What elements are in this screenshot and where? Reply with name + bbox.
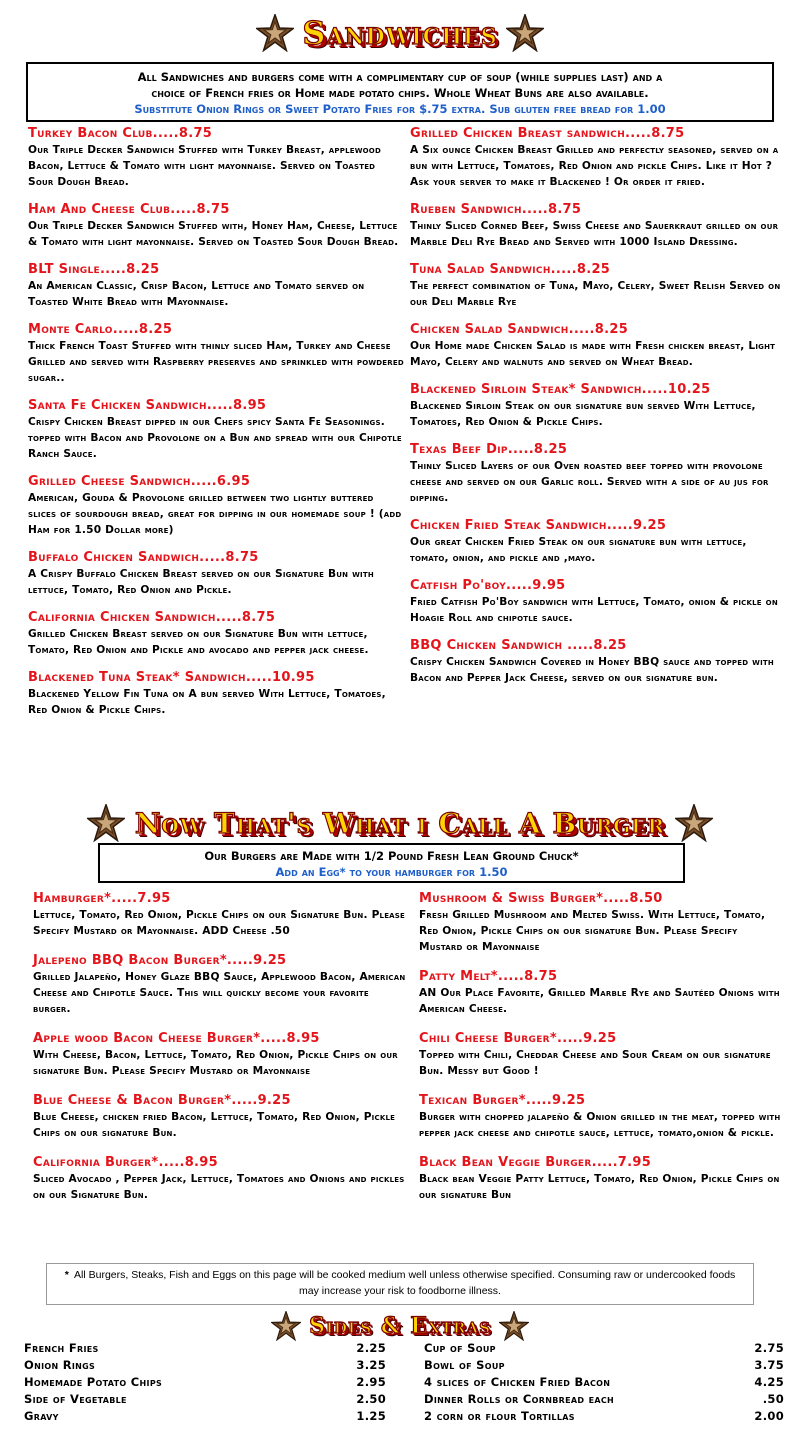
burger-item bbox=[33, 891, 407, 939]
sandwich-item-title: Chicken Fried Steak Sandwich.....9.25 bbox=[410, 518, 667, 533]
extra-item-name: Homemade Potato Chips bbox=[24, 1375, 163, 1389]
sandwich-item-title: BLT Single.....8.25 bbox=[28, 262, 160, 277]
sandwich-item-description: A Crispy Buffalo Chicken Breast served on our Signature Bun with lettuce, Tomato, Red Onion and Pickle. bbox=[28, 568, 374, 596]
extra-item-price: 2.25 bbox=[356, 1341, 386, 1355]
sandwich-item-title: Turkey Bacon Club.....8.75 bbox=[28, 126, 213, 141]
extra-item-price: .50 bbox=[762, 1392, 784, 1406]
extra-item-row bbox=[24, 1408, 386, 1425]
sandwich-item bbox=[28, 610, 404, 658]
burger-item-description: Fresh Grilled Mushroom and Melted Swiss. With Lettuce, Tomato, Red Onion, Pickle Chips on our signature Bun. Please Specify Mustard or Mayonnaise bbox=[419, 909, 766, 953]
burger-item bbox=[419, 1093, 783, 1141]
sandwich-item bbox=[28, 202, 404, 250]
burgers-section bbox=[0, 891, 800, 1261]
burger-item-description: AN Our Place Favorite, Grilled Marble Rye and Sautéed Onions with American Cheese. bbox=[419, 987, 780, 1015]
notice-line-2: Substitute Onion Rings or Sweet Potato Fries for $.75 extra. Sub gluten free bread for 1.00 bbox=[134, 102, 666, 116]
extra-item-price: 3.75 bbox=[754, 1358, 784, 1372]
extra-item-price: 2.95 bbox=[356, 1375, 386, 1389]
sandwich-item-title: Chicken Salad Sandwich.....8.25 bbox=[410, 322, 629, 337]
extra-item-row bbox=[424, 1357, 784, 1374]
sandwich-item bbox=[410, 202, 786, 250]
burger-item-description: Sliced Avocado , Pepper Jack, Lettuce, Tomatoes and Onions and pickles on our Signature Bun. bbox=[33, 1173, 405, 1201]
sandwich-item-description: Our great Chicken Fried Steak on our signature bun with lettuce, tomato, onion, and pickle and ,mayo. bbox=[410, 536, 747, 564]
sandwich-item bbox=[28, 550, 404, 598]
sandwich-item-description: Thick French Toast Stuffed with thinly sliced Ham, Turkey and Cheese Grilled and served with Raspberry preserves and sprinkled with powdered sugar.. bbox=[28, 340, 404, 384]
notice-line-1a: All Sandwiches and burgers come with a complimentary cup of soup (while supplies last) and a bbox=[137, 70, 663, 84]
sandwich-item bbox=[28, 322, 404, 386]
burger-item-title: Blue Cheese & Bacon Burger*.....9.25 bbox=[33, 1093, 291, 1108]
star-icon bbox=[506, 14, 544, 52]
extra-item-name: Dinner Rolls or Cornbread each bbox=[424, 1392, 614, 1406]
star-icon bbox=[499, 1311, 529, 1341]
sandwich-item-title: Tuna Salad Sandwich.....8.25 bbox=[410, 262, 611, 277]
star-icon bbox=[87, 804, 125, 842]
sandwich-notice-box bbox=[26, 62, 774, 122]
burger-item bbox=[33, 1031, 407, 1079]
sandwich-item-description: Our Triple Decker Sandwich Stuffed with, Honey Ham, Cheese, Lettuce & Tomato with light mayonnaise. Served on Toasted Sour Dough Bread. bbox=[28, 220, 399, 248]
sandwich-item-title: Blackened Sirloin Steak* Sandwich.....10.25 bbox=[410, 382, 711, 397]
sandwich-item-title: Catfish Po'boy.....9.95 bbox=[410, 578, 566, 593]
sandwich-item bbox=[410, 442, 786, 506]
disclaimer-text: All Burgers, Steaks, Fish and Eggs on this page will be cooked medium well unless otherwise specified. Consuming raw or undercooked foods may increase your risk to foodborne illness. bbox=[74, 1269, 736, 1297]
sandwich-item bbox=[410, 382, 786, 430]
sandwiches-section bbox=[0, 126, 800, 796]
extra-item-price: 4.25 bbox=[754, 1375, 784, 1389]
burger-notice-line-2: Add an Egg* to your hamburger for 1.50 bbox=[275, 865, 508, 879]
extra-item-name: Gravy bbox=[24, 1409, 59, 1423]
burger-item bbox=[33, 953, 407, 1017]
sandwich-item bbox=[28, 262, 404, 310]
extra-item-name: Bowl of Soup bbox=[424, 1358, 505, 1372]
sandwich-item-title: Santa Fe Chicken Sandwich.....8.95 bbox=[28, 398, 267, 413]
extra-item-name: French Fries bbox=[24, 1341, 99, 1355]
sandwich-item-description: Thinly Sliced Corned Beef, Swiss Cheese and Sauerkraut grilled on our Marble Deli Rye Bread and Served with 1000 Island Dressing. bbox=[410, 220, 779, 248]
burger-item-description: Grilled Jalapeño, Honey Glaze BBQ Sauce, Applewood Bacon, American Cheese and Chipotle Sauce. This will quickly become your favorite burger. bbox=[33, 971, 406, 1015]
burger-item-title: Jalepeno BBQ Bacon Burger*.....9.25 bbox=[33, 953, 287, 968]
sides-title-row bbox=[0, 1308, 800, 1344]
extra-item-price: 2.50 bbox=[356, 1392, 386, 1406]
burger-item-description: Blue Cheese, chicken fried Bacon, Lettuce, Tomato, Red Onion, Pickle Chips on our signature Bun. bbox=[33, 1111, 396, 1139]
sandwich-item bbox=[410, 322, 786, 370]
burger-item-title: Black Bean Veggie Burger.....7.95 bbox=[419, 1155, 652, 1170]
burger-item-description: With Cheese, Bacon, Lettuce, Tomato, Red Onion, Pickle Chips on our signature Bun. Please Specify Mustard or Mayonnaise bbox=[33, 1049, 398, 1077]
sandwich-item bbox=[410, 262, 786, 310]
disclaimer-mark: * bbox=[64, 1269, 69, 1281]
extra-item-row bbox=[24, 1357, 386, 1374]
sandwich-item bbox=[410, 638, 786, 686]
sandwich-item-title: Texas Beef Dip.....8.25 bbox=[410, 442, 568, 457]
burger-title-row bbox=[0, 800, 800, 846]
sandwiches-title-row bbox=[0, 10, 800, 56]
burger-item-title: California Burger*.....8.95 bbox=[33, 1155, 218, 1170]
sandwich-item bbox=[410, 578, 786, 626]
extra-item-row bbox=[24, 1340, 386, 1357]
extra-item-row bbox=[424, 1340, 784, 1357]
extra-item-price: 1.25 bbox=[356, 1409, 386, 1423]
sandwich-item bbox=[28, 670, 404, 718]
star-icon bbox=[256, 14, 294, 52]
burgers-right-column bbox=[419, 891, 783, 1217]
sandwiches-left-column bbox=[28, 126, 404, 730]
extra-item-row bbox=[24, 1374, 386, 1391]
burger-item-description: Burger with chopped jalapeño & Onion grilled in the meat, topped with pepper jack cheese and chipotle sauce, lettuce, tomato,onion & pickle. bbox=[419, 1111, 781, 1139]
sandwich-item-description: Our Home made Chicken Salad is made with Fresh chicken breast, Light Mayo, Celery and walnuts and served on Wheat Bread. bbox=[410, 340, 776, 368]
sandwich-item bbox=[28, 126, 404, 190]
sandwich-item-description: Blackened Yellow Fin Tuna on A bun served With Lettuce, Tomatoes, Red Onion & Pickle Chips. bbox=[28, 688, 386, 716]
sandwich-item bbox=[410, 518, 786, 566]
extra-item-price: 3.25 bbox=[356, 1358, 386, 1372]
burger-item-title: Mushroom & Swiss Burger*.....8.50 bbox=[419, 891, 663, 906]
extra-item-row bbox=[424, 1374, 784, 1391]
sandwich-item bbox=[28, 398, 404, 462]
sandwich-item-description: The perfect combination of Tuna, Mayo, Celery, Sweet Relish Served on our Deli Marble Rye bbox=[410, 280, 781, 308]
burger-item-description: Black bean Veggie Patty Lettuce, Tomato, Red Onion, Pickle Chips on our signature Bun bbox=[419, 1173, 780, 1201]
sandwich-item-description: An American Classic, Crisp Bacon, Lettuce and Tomato served on Toasted White Bread with Mayonnaise. bbox=[28, 280, 365, 308]
sandwich-item-description: American, Gouda & Provolone grilled between two lightly buttered slices of sourdough bread, great for dipping in our homemade soup ! (add Ham for 1.50 Dollar more) bbox=[28, 492, 402, 536]
burger-item-description: Lettuce, Tomato, Red Onion, Pickle Chips on our Signature Bun. Please Specify Mustard or Mayonnaise. ADD Cheese .50 bbox=[33, 909, 406, 937]
burger-notice-line-1: Our Burgers are Made with 1/2 Pound Fresh Lean Ground Chuck* bbox=[204, 849, 579, 863]
burger-item bbox=[419, 1031, 783, 1079]
disclaimer-box bbox=[46, 1263, 754, 1305]
sandwich-item-title: Grilled Cheese Sandwich.....6.95 bbox=[28, 474, 251, 489]
extra-item-name: Side of Vegetable bbox=[24, 1392, 127, 1406]
sandwich-item-description: Fried Catfish Po'Boy sandwich with Lettuce, Tomato, onion & pickle on Hoagie Roll and chipotle sauce. bbox=[410, 596, 778, 624]
burger-item-description: Topped with Chili, Cheddar Cheese and Sour Cream on our signature Bun. Messy but Good ! bbox=[419, 1049, 771, 1077]
extra-item-row bbox=[24, 1391, 386, 1408]
star-icon bbox=[675, 804, 713, 842]
burgers-left-column bbox=[33, 891, 407, 1217]
sandwich-item-description: Thinly Sliced Layers of our Oven roasted beef topped with provolone cheese and served on our Garlic roll. Served with a side of au jus for dipping. bbox=[410, 460, 769, 504]
sandwich-item-description: Grilled Chicken Breast served on our Signature Bun with lettuce, Tomato, Red Onion and Pickle and avocado and pepper jack cheese. bbox=[28, 628, 369, 656]
sandwich-item-title: Buffalo Chicken Sandwich.....8.75 bbox=[28, 550, 259, 565]
sandwiches-right-column bbox=[410, 126, 786, 698]
burger-item-title: Apple wood Bacon Cheese Burger*.....8.95 bbox=[33, 1031, 320, 1046]
sandwich-item-description: A Six ounce Chicken Breast Grilled and perfectly seasoned, served on a bun with Lettuce, Tomatoes, Red Onion and pickle Chips. Like it Hot ? Ask your server to make it Blackened ! Or order it fried. bbox=[410, 144, 779, 188]
sandwich-item-title: Blackened Tuna Steak* Sandwich.....10.95 bbox=[28, 670, 315, 685]
burger-item bbox=[33, 1093, 407, 1141]
burger-item bbox=[419, 1155, 783, 1203]
burger-item bbox=[33, 1155, 407, 1203]
notice-line-1b: choice of French fries or Home made potato chips. Whole Wheat Buns are also available. bbox=[151, 86, 649, 100]
extra-item-name: 2 corn or flour Tortillas bbox=[424, 1409, 575, 1423]
sandwich-item bbox=[28, 474, 404, 538]
sandwich-item-title: Monte Carlo.....8.25 bbox=[28, 322, 173, 337]
extra-item-name: Onion Rings bbox=[24, 1358, 96, 1372]
extra-item-name: Cup of Soup bbox=[424, 1341, 496, 1355]
burger-item-title: Hamburger*.....7.95 bbox=[33, 891, 171, 906]
burger-item-title: Chili Cheese Burger*.....9.25 bbox=[419, 1031, 617, 1046]
burger-title: Now That's What i Call A Burger bbox=[134, 806, 666, 840]
sides-title: Sides & Extras bbox=[309, 1313, 491, 1339]
sandwich-item bbox=[410, 126, 786, 190]
burger-item bbox=[419, 891, 783, 955]
sandwiches-title: Sandwiches bbox=[302, 14, 498, 52]
burger-item-title: Texican Burger*.....9.25 bbox=[419, 1093, 586, 1108]
sandwich-item-title: Grilled Chicken Breast sandwich.....8.75 bbox=[410, 126, 685, 141]
burger-item-title: Patty Melt*.....8.75 bbox=[419, 969, 558, 984]
sandwich-item-description: Crispy Chicken Sandwich Covered in Honey BBQ sauce and topped with Bacon and Pepper Jack Cheese, served on our signature bun. bbox=[410, 656, 774, 684]
sandwich-item-title: California Chicken Sandwich.....8.75 bbox=[28, 610, 276, 625]
sandwich-item-title: Rueben Sandwich.....8.75 bbox=[410, 202, 582, 217]
extras-left-list bbox=[24, 1340, 386, 1425]
extras-right-list bbox=[424, 1340, 784, 1425]
burger-item bbox=[419, 969, 783, 1017]
extra-item-row bbox=[424, 1408, 784, 1425]
sandwich-item-title: Ham And Cheese Club.....8.75 bbox=[28, 202, 230, 217]
star-icon bbox=[271, 1311, 301, 1341]
sandwich-item-description: Our Triple Decker Sandwich Stuffed with Turkey Breast, applewood Bacon, Lettuce & Tomato with light mayonnaise. Served on Toasted Sour Dough Bread. bbox=[28, 144, 381, 188]
sandwich-item-description: Blackened Sirloin Steak on our signature bun served With Lettuce, Tomatoes, Red Onion & Pickle Chips. bbox=[410, 400, 756, 428]
sandwich-item-title: BBQ Chicken Sandwich .....8.25 bbox=[410, 638, 627, 653]
extra-item-row bbox=[424, 1391, 784, 1408]
sandwich-item-description: Crispy Chicken Breast dipped in our Chefs spicy Santa Fe Seasonings. topped with Bacon and Provolone on a Bun and spread with our Chipotle Ranch Sauce. bbox=[28, 416, 402, 460]
burger-notice-box bbox=[98, 843, 685, 883]
extra-item-price: 2.00 bbox=[754, 1409, 784, 1423]
extra-item-price: 2.75 bbox=[754, 1341, 784, 1355]
extra-item-name: 4 slices of Chicken Fried Bacon bbox=[424, 1375, 611, 1389]
